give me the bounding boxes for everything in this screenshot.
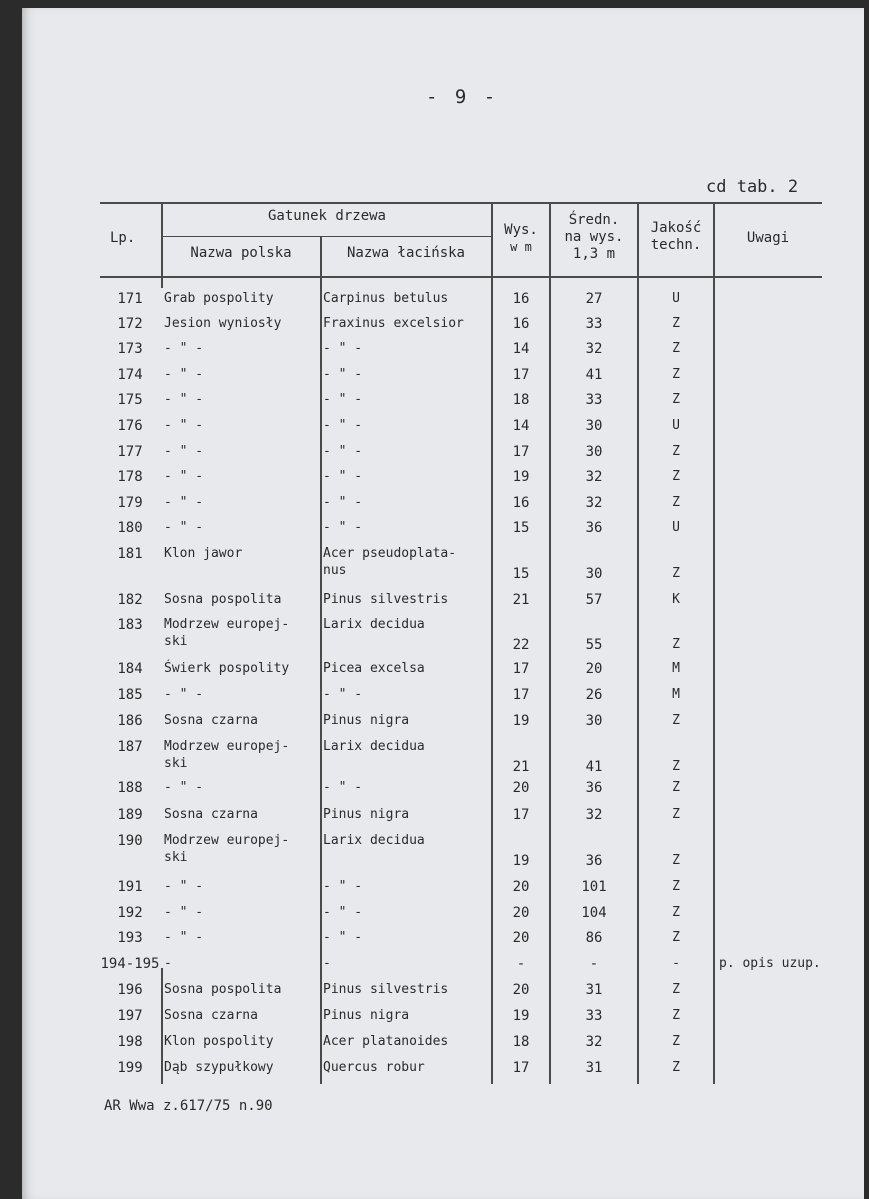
cell-height: 20 bbox=[512, 982, 530, 998]
header-sredn-1: Średn. bbox=[568, 212, 620, 228]
cell-quality: Z bbox=[672, 495, 680, 510]
cell-lp: 177 bbox=[117, 444, 143, 460]
header-uwagi: Uwagi bbox=[746, 230, 790, 246]
header-gatunek: Gatunek drzewa bbox=[267, 208, 386, 224]
header-jakosc-2: techn. bbox=[650, 237, 702, 253]
cell-polish-name: - bbox=[164, 956, 172, 971]
cell-quality: Z bbox=[672, 982, 680, 997]
cell-diameter: 30 bbox=[585, 444, 603, 460]
cell-quality: Z bbox=[672, 879, 680, 894]
cell-latin-name: - " - bbox=[323, 418, 363, 433]
cell-lp: 185 bbox=[117, 687, 143, 703]
cell-height: 17 bbox=[512, 687, 530, 703]
cell-latin-name: - " - bbox=[323, 495, 363, 510]
cell-diameter: 20 bbox=[585, 661, 603, 677]
cell-diameter: 86 bbox=[585, 930, 603, 946]
cell-polish-name: Modrzew europej- bbox=[164, 617, 290, 632]
cell-latin-name: - " - bbox=[323, 905, 363, 920]
cell-lp: 188 bbox=[117, 780, 143, 796]
cell-height: 19 bbox=[512, 469, 530, 485]
cell-lp: 186 bbox=[117, 713, 143, 729]
cell-polish-name: - " - bbox=[164, 418, 204, 433]
cell-quality: Z bbox=[672, 905, 680, 920]
cell-quality: U bbox=[672, 520, 680, 535]
cell-quality: U bbox=[672, 418, 680, 433]
cell-latin-name-cont: nus bbox=[323, 563, 347, 578]
cell-lp: 192 bbox=[117, 905, 143, 921]
cell-polish-name: Modrzew europej- bbox=[164, 739, 290, 754]
cell-latin-name: Quercus robur bbox=[323, 1060, 425, 1075]
cell-latin-name: Larix decidua bbox=[323, 617, 425, 632]
cell-polish-name: Klon jawor bbox=[164, 546, 243, 561]
cell-polish-name-cont: ski bbox=[164, 756, 188, 771]
cell-height: 21 bbox=[512, 759, 530, 775]
cell-diameter: 41 bbox=[585, 759, 603, 775]
cell-latin-name: - " - bbox=[323, 341, 363, 356]
cell-lp: 198 bbox=[117, 1034, 143, 1050]
cell-latin-name: - " - bbox=[323, 687, 363, 702]
cell-height: 16 bbox=[512, 291, 530, 307]
cell-polish-name: Sosna czarna bbox=[164, 713, 258, 728]
cell-diameter: 32 bbox=[585, 469, 603, 485]
header-sub-rule bbox=[162, 236, 492, 237]
cell-diameter: 30 bbox=[585, 566, 603, 582]
cell-lp: 197 bbox=[117, 1008, 143, 1024]
cell-polish-name: Grab pospolity bbox=[164, 291, 274, 306]
cell-diameter: 31 bbox=[585, 982, 603, 998]
cell-height: 16 bbox=[512, 495, 530, 511]
cell-diameter: 26 bbox=[585, 687, 603, 703]
cell-diameter: 104 bbox=[581, 905, 607, 921]
cell-latin-name: Pinus nigra bbox=[323, 713, 410, 728]
cell-quality: Z bbox=[672, 930, 680, 945]
cell-polish-name: - " - bbox=[164, 780, 204, 795]
cell-lp: 189 bbox=[117, 807, 143, 823]
cell-latin-name: - bbox=[323, 956, 331, 971]
cell-latin-name: - " - bbox=[323, 930, 363, 945]
cell-quality: Z bbox=[672, 780, 680, 795]
cell-height: 20 bbox=[512, 780, 530, 796]
archive-reference: AR Wwa z.617/75 n.90 bbox=[104, 1098, 273, 1114]
cell-quality: Z bbox=[672, 807, 680, 822]
header-wys-2: w m bbox=[510, 240, 532, 254]
cell-diameter: 41 bbox=[585, 367, 603, 383]
cell-polish-name: - " - bbox=[164, 905, 204, 920]
cell-polish-name: Modrzew europej- bbox=[164, 833, 290, 848]
cell-height: 19 bbox=[512, 713, 530, 729]
cell-diameter: 33 bbox=[585, 1008, 603, 1024]
cell-latin-name: Pinus silvestris bbox=[323, 982, 449, 997]
cell-height: 14 bbox=[512, 341, 530, 357]
cell-diameter: 32 bbox=[585, 341, 603, 357]
cell-quality: Z bbox=[672, 1034, 680, 1049]
cell-height: 20 bbox=[512, 930, 530, 946]
cell-height: 17 bbox=[512, 661, 530, 677]
cell-diameter: 30 bbox=[585, 418, 603, 434]
cell-lp: 191 bbox=[117, 879, 143, 895]
cell-height: 18 bbox=[512, 1034, 530, 1050]
cell-height: 14 bbox=[512, 418, 530, 434]
cell-lp: 174 bbox=[117, 367, 143, 383]
cell-quality: Z bbox=[672, 853, 680, 868]
cell-height: 20 bbox=[512, 879, 530, 895]
cell-polish-name: Dąb szypułkowy bbox=[164, 1060, 274, 1075]
cell-diameter: 36 bbox=[585, 520, 603, 536]
cell-height: 17 bbox=[512, 807, 530, 823]
cell-height: 19 bbox=[512, 1008, 530, 1024]
cell-latin-name: Larix decidua bbox=[323, 833, 425, 848]
cell-height: 15 bbox=[512, 566, 530, 582]
cell-polish-name: - " - bbox=[164, 367, 204, 382]
col-rule-pl bbox=[320, 237, 322, 1084]
cell-quality: Z bbox=[672, 316, 680, 331]
cell-remarks: p. opis uzup. bbox=[719, 956, 821, 971]
cell-lp: 190 bbox=[117, 833, 143, 849]
header-jakosc-1: Jakość bbox=[650, 220, 702, 236]
cell-latin-name: Picea excelsa bbox=[323, 661, 425, 676]
header-sredn-3: 1,3 m bbox=[572, 246, 616, 262]
cell-diameter: 27 bbox=[585, 291, 603, 307]
cell-lp: 182 bbox=[117, 592, 143, 608]
cell-diameter: 101 bbox=[581, 879, 607, 895]
cell-diameter: - bbox=[589, 956, 599, 972]
cell-quality: K bbox=[672, 592, 680, 607]
cell-polish-name: Sosna czarna bbox=[164, 1008, 258, 1023]
cell-latin-name: Fraxinus excelsior bbox=[323, 316, 464, 331]
col-rule-lp bbox=[161, 204, 163, 288]
cell-latin-name: - " - bbox=[323, 879, 363, 894]
cell-latin-name: Larix decidua bbox=[323, 739, 425, 754]
cell-polish-name: - " - bbox=[164, 930, 204, 945]
cell-latin-name: Acer platanoides bbox=[323, 1034, 449, 1049]
cell-quality: M bbox=[672, 687, 680, 702]
cell-height: 17 bbox=[512, 367, 530, 383]
cell-diameter: 32 bbox=[585, 807, 603, 823]
cell-lp: 179 bbox=[117, 495, 143, 511]
header-nazwa-lacinska: Nazwa łacińska bbox=[346, 245, 465, 261]
cell-lp: 187 bbox=[117, 739, 143, 755]
cell-polish-name: Sosna pospolita bbox=[164, 592, 282, 607]
cell-lp: 194-195 bbox=[100, 956, 160, 972]
cell-polish-name: Jesion wyniosły bbox=[164, 316, 282, 331]
cell-height: 22 bbox=[512, 637, 530, 653]
cell-height: 18 bbox=[512, 392, 530, 408]
col-rule-lp-bottom bbox=[161, 968, 163, 1084]
cell-diameter: 55 bbox=[585, 637, 603, 653]
cell-polish-name-cont: ski bbox=[164, 850, 188, 865]
cell-lp: 196 bbox=[117, 982, 143, 998]
cell-quality: Z bbox=[672, 1008, 680, 1023]
cell-polish-name: Sosna pospolita bbox=[164, 982, 282, 997]
cell-diameter: 33 bbox=[585, 392, 603, 408]
cell-latin-name: - " - bbox=[323, 469, 363, 484]
cell-diameter: 33 bbox=[585, 316, 603, 332]
cell-lp: 180 bbox=[117, 520, 143, 536]
header-sredn-2: na wys. bbox=[564, 229, 624, 245]
cell-lp: 172 bbox=[117, 316, 143, 332]
cell-lp: 199 bbox=[117, 1060, 143, 1076]
cell-quality: Z bbox=[672, 392, 680, 407]
cell-quality: U bbox=[672, 291, 680, 306]
cell-polish-name: - " - bbox=[164, 469, 204, 484]
page-number: - 9 - bbox=[426, 86, 499, 108]
cell-quality: Z bbox=[672, 1060, 680, 1075]
cell-lp: 183 bbox=[117, 617, 143, 633]
cell-height: 16 bbox=[512, 316, 530, 332]
cell-quality: Z bbox=[672, 759, 680, 774]
cell-quality: M bbox=[672, 661, 680, 676]
cell-quality: Z bbox=[672, 713, 680, 728]
cell-quality: Z bbox=[672, 341, 680, 356]
cell-diameter: 32 bbox=[585, 1034, 603, 1050]
cell-polish-name: - " - bbox=[164, 520, 204, 535]
cell-lp: 178 bbox=[117, 469, 143, 485]
cell-latin-name: - " - bbox=[323, 780, 363, 795]
cell-height: 17 bbox=[512, 444, 530, 460]
cell-quality: Z bbox=[672, 637, 680, 652]
cell-polish-name: Sosna czarna bbox=[164, 807, 258, 822]
cell-height: 17 bbox=[512, 1060, 530, 1076]
cell-quality: Z bbox=[672, 367, 680, 382]
cell-quality: Z bbox=[672, 469, 680, 484]
cell-height: 20 bbox=[512, 905, 530, 921]
cell-polish-name: - " - bbox=[164, 879, 204, 894]
cell-latin-name: - " - bbox=[323, 367, 363, 382]
cell-lp: 193 bbox=[117, 930, 143, 946]
cell-lp: 173 bbox=[117, 341, 143, 357]
cell-polish-name: Klon pospolity bbox=[164, 1034, 274, 1049]
cell-polish-name: - " - bbox=[164, 392, 204, 407]
cell-latin-name: Acer pseudoplata- bbox=[323, 546, 457, 561]
cell-lp: 181 bbox=[117, 546, 143, 562]
cell-diameter: 36 bbox=[585, 853, 603, 869]
cell-diameter: 30 bbox=[585, 713, 603, 729]
cell-latin-name: Carpinus betulus bbox=[323, 291, 449, 306]
cell-latin-name: Pinus nigra bbox=[323, 807, 410, 822]
cell-lp: 176 bbox=[117, 418, 143, 434]
cell-latin-name: - " - bbox=[323, 520, 363, 535]
cell-polish-name: - " - bbox=[164, 687, 204, 702]
cell-polish-name-cont: ski bbox=[164, 634, 188, 649]
cell-diameter: 31 bbox=[585, 1060, 603, 1076]
cell-height: 19 bbox=[512, 853, 530, 869]
cell-latin-name: Pinus nigra bbox=[323, 1008, 410, 1023]
cell-latin-name: Pinus silvestris bbox=[323, 592, 449, 607]
cell-quality: Z bbox=[672, 566, 680, 581]
cell-lp: 184 bbox=[117, 661, 143, 677]
cell-diameter: 32 bbox=[585, 495, 603, 511]
cell-height: 21 bbox=[512, 592, 530, 608]
cell-lp: 175 bbox=[117, 392, 143, 408]
cell-diameter: 57 bbox=[585, 592, 603, 608]
cell-quality: - bbox=[672, 956, 680, 971]
cell-quality: Z bbox=[672, 444, 680, 459]
cell-polish-name: - " - bbox=[164, 495, 204, 510]
cell-diameter: 36 bbox=[585, 780, 603, 796]
cell-lp: 171 bbox=[117, 291, 143, 307]
table-continuation-label: cd tab. 2 bbox=[706, 177, 799, 197]
cell-polish-name: Świerk pospolity bbox=[164, 661, 290, 676]
header-nazwa-polska: Nazwa polska bbox=[190, 245, 292, 261]
cell-latin-name: - " - bbox=[323, 444, 363, 459]
document-page bbox=[22, 8, 864, 1199]
cell-height: 15 bbox=[512, 520, 530, 536]
cell-latin-name: - " - bbox=[323, 392, 363, 407]
cell-height: - bbox=[516, 956, 526, 972]
cell-polish-name: - " - bbox=[164, 444, 204, 459]
cell-polish-name: - " - bbox=[164, 341, 204, 356]
header-wys-1: Wys. bbox=[504, 222, 538, 238]
header-lp: Lp. bbox=[110, 230, 136, 246]
